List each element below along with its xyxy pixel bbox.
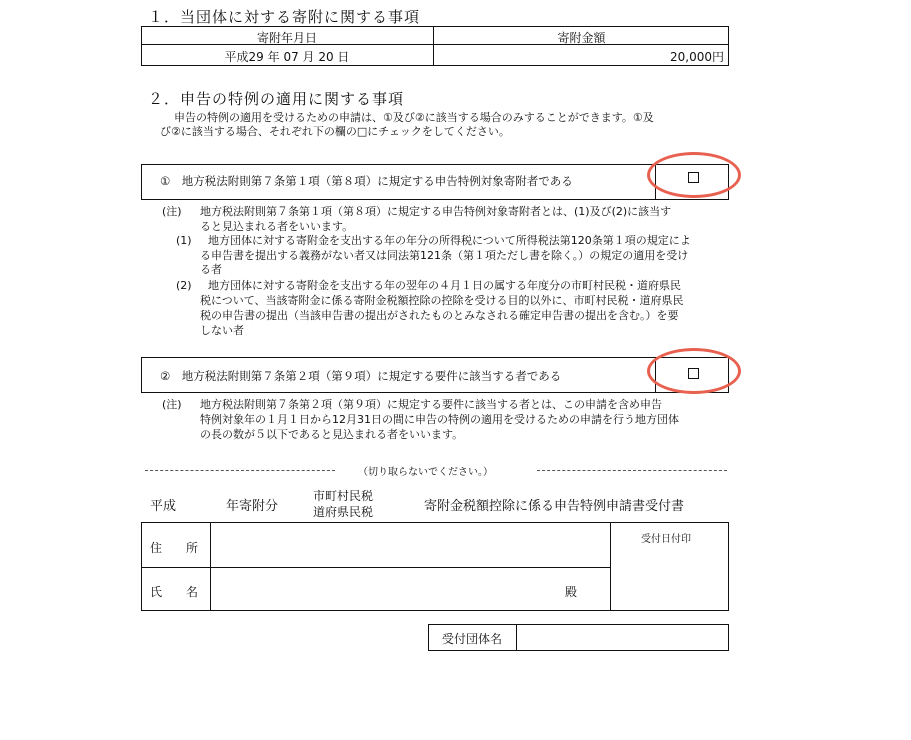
item1-note-line1: 地方税法附則第７条第１項（第８項）に規定する申告特例対象寄附者とは、(1)及び(2)に該当す xyxy=(200,205,672,218)
item2-note-line2: 特例対象年の１月１日から12月31日の間に申告の特例の適用を受けるための申請を行う地方団体 xyxy=(200,413,679,426)
header-donation-date: 寄附年月日 xyxy=(256,31,317,45)
receipt-name-label: 氏 名 xyxy=(150,585,199,599)
section2-intro-line1: 申告の特例の適用を受けるための申請は、①及び②に該当する場合のみすることができます。①及 xyxy=(174,111,654,124)
receipt-tax-line1: 市町村民税 xyxy=(313,489,374,503)
item1-sub2-line2: 税について、当該寄附金に係る寄附金税額控除の控除を受ける目的以外に、市町村民税・道府県民 xyxy=(200,294,684,307)
donation-amount-value: 20,000円 xyxy=(670,50,724,64)
item2-note-prefix: (注) xyxy=(162,398,182,411)
receipt-stamp-label: 受付日付印 xyxy=(641,534,691,545)
item1-sub2-num: (2) xyxy=(176,279,192,292)
receipt-row-divider xyxy=(141,567,611,568)
receipt-tax-line2: 道府県民税 xyxy=(313,505,374,519)
cut-line-left xyxy=(145,470,335,471)
receipt-address-label: 住 所 xyxy=(150,541,199,555)
item2-highlight-oval xyxy=(647,348,741,394)
receipt-title: 寄附金税額控除に係る申告特例申請書受付書 xyxy=(424,499,685,514)
section2-heading: ２．申告の特例の適用に関する事項 xyxy=(148,90,405,108)
item1-label: ① 地方税法附則第７条第１項（第８項）に規定する申告特例対象寄附者である xyxy=(160,174,573,188)
item1-sub1-line3: る者 xyxy=(200,263,222,276)
header-donation-amount: 寄附金額 xyxy=(557,31,606,45)
org-label: 受付団体名 xyxy=(441,632,502,646)
cut-line-right xyxy=(537,470,727,471)
section2-intro-line2: び②に該当する場合、それぞれ下の欄の□にチェックをしてください。 xyxy=(160,125,510,138)
item1-highlight-oval xyxy=(647,152,741,198)
section1-heading: １．当団体に対する寄附に関する事項 xyxy=(148,8,421,26)
item1-note-line2: ると見込まれる者をいいます。 xyxy=(200,220,354,233)
item1-sub2-line1: 地方団体に対する寄附金を支出する年の翌年の４月１日の属する年度分の市町村民税・道府県民 xyxy=(208,279,681,292)
org-divider xyxy=(516,624,517,651)
donation-date-value: 平成29 年 07 月 20 日 xyxy=(224,50,350,64)
receipt-year-suffix: 年寄附分 xyxy=(226,499,279,514)
item1-note-prefix: (注) xyxy=(162,205,182,218)
cut-line-label: （切り取らないでください。） xyxy=(358,467,493,478)
item1-sub2-line4: しない者 xyxy=(200,324,244,337)
receipt-era: 平成 xyxy=(150,499,177,514)
receipt-honorific: 殿 xyxy=(565,585,578,599)
item1-sub2-line3: 税の申告書の提出（当該申告書の提出がされたものとみなされる確定申告書の提出を含む。）を要 xyxy=(200,309,679,322)
item2-label: ② 地方税法附則第７条第２項（第９項）に規定する要件に該当する者である xyxy=(160,369,562,383)
item1-sub1-line2: る申告書を提出する義務がない者又は同法第121条（第１項ただし書を除く。）の規定の適用を受け xyxy=(200,249,689,262)
item1-sub1-num: (1) xyxy=(176,234,192,247)
item2-note-line3: の長の数が５以下であると見込まれる者をいいます。 xyxy=(200,428,464,441)
item1-sub1-line1: 地方団体に対する寄附金を支出する年の年分の所得税について所得税法第120条第１項の規定によ xyxy=(208,234,691,247)
item2-note-line1: 地方税法附則第７条第２項（第９項）に規定する要件に該当する者とは、この申請を含め申告 xyxy=(200,398,662,411)
